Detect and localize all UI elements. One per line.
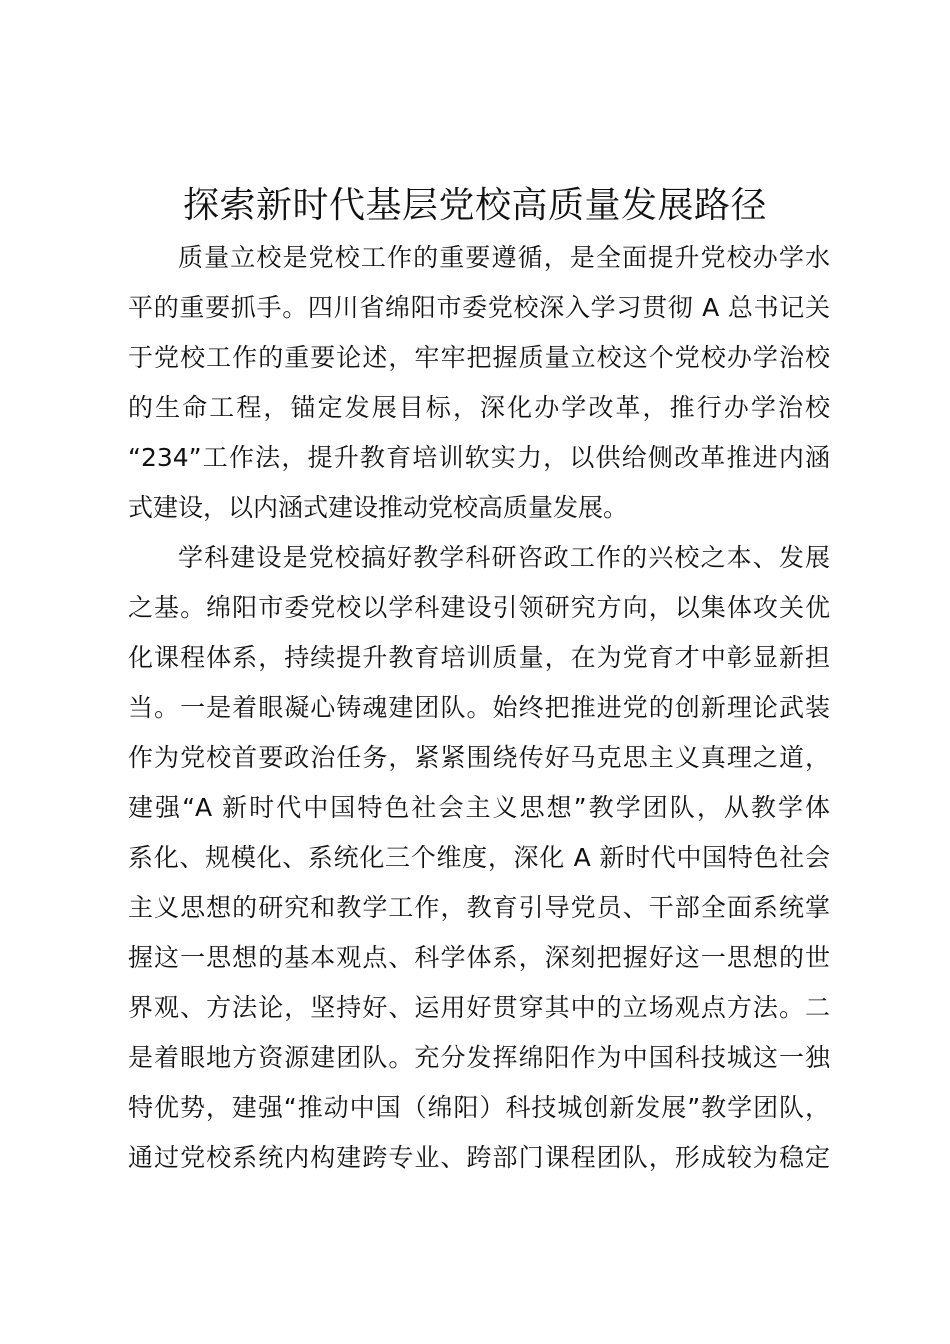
paragraph-1-line-3: 于党校工作的重要论述，牢牢把握质量立校这个党校办学治校 [128,343,830,372]
paragraph-2-line-4: 当。一是着眼凝心铸魂建团队。始终把推进党的创新理论武装 [128,693,830,722]
paragraph-2-line-9: 握这一思想的基本观点、科学体系，深刻把握好这一思想的世 [128,943,830,972]
paragraph-2-line-10: 界观、方法论，坚持好、运用好贯穿其中的立场观点方法。二 [128,993,830,1022]
paragraph-1-line-6: 式建设，以内涵式建设推动党校高质量发展。 [128,493,629,522]
paragraph-1-line-5: “234”工作法，提升教育培训软实力，以供给侧改革推进内涵 [128,443,830,472]
paragraph-2-line-5: 作为党校首要政治任务，紧紧围绕传好马克思主义真理之道， [128,743,830,772]
paragraph-2-line-11: 是着眼地方资源建团队。充分发挥绵阳作为中国科技城这一独 [128,1043,830,1072]
paragraph-2-line-1: 学科建设是党校搞好教学科研咨政工作的兴校之本、发展 [178,543,830,572]
paragraph-2-line-12: 特优势，建强“推动中国（绵阳）科技城创新发展”教学团队， [128,1093,830,1122]
paragraph-2-line-8: 主义思想的研究和教学工作，教育引导党员、干部全面系统掌 [128,893,830,922]
paragraph-2-line-7: 系化、规模化、系统化三个维度，深化 A 新时代中国特色社会 [128,843,830,872]
document-title: 探索新时代基层党校高质量发展路径 [182,185,767,226]
paragraph-2-line-3: 化课程体系，持续提升教育培训质量，在为党育才中彰显新担 [128,643,830,672]
paragraph-1-line-2: 平的重要抓手。四川省绵阳市委党校深入学习贯彻 A 总书记关 [128,293,830,322]
document-body [128,233,830,1183]
paragraph-2-line-2: 之基。绵阳市委党校以学科建设引领研究方向，以集体攻关优 [128,593,830,622]
paragraph-2-line-6: 建强“A 新时代中国特色社会主义思想”教学团队，从教学体 [128,793,830,822]
paragraph-2-line-13: 通过党校系统内构建跨专业、跨部门课程团队，形成较为稳定 [128,1143,830,1172]
paragraph-1-line-4: 的生命工程，锚定发展目标，深化办学改革，推行办学治校 [128,393,830,422]
paragraph-1-line-1: 质量立校是党校工作的重要遵循，是全面提升党校办学水 [178,243,830,272]
